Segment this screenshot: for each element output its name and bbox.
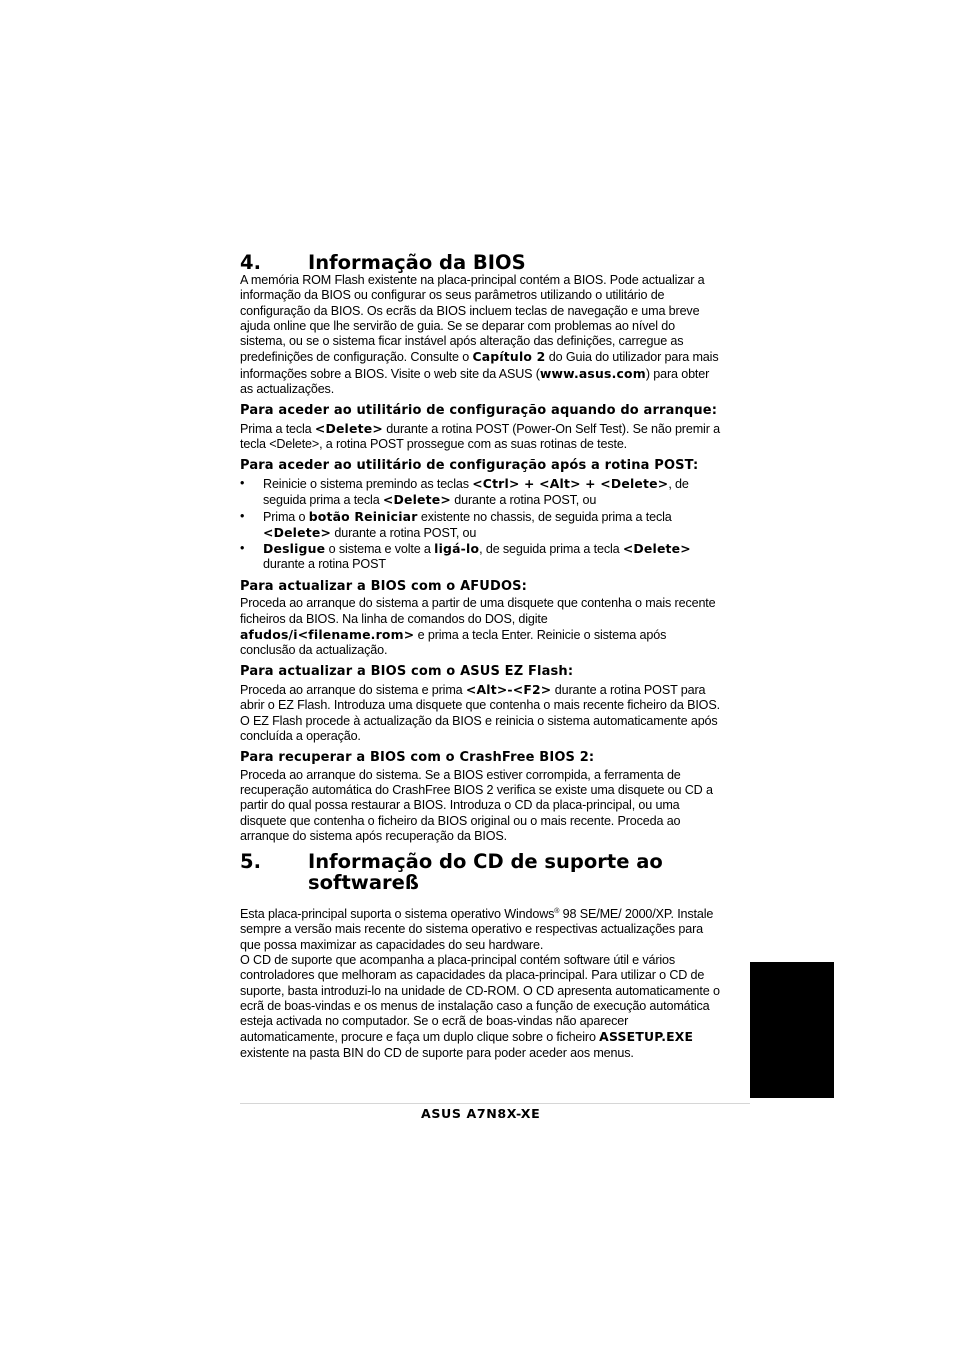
post-setup-heading: Para aceder ao utilitário de configuração após a rotina POST:: [240, 458, 699, 474]
registered-mark: ®: [554, 907, 560, 915]
list-item: [240, 509, 720, 542]
body-text: , de seguida prima a tecla: [263, 476, 689, 508]
key-combo: <Ctrl> + <Alt> + <Delete>: [472, 475, 669, 491]
afudos-heading: Para actualizar a BIOS com o AFUDOS:: [240, 578, 528, 594]
section-5-number: 5.: [240, 850, 261, 874]
body-text: durante a rotina POST: [263, 557, 386, 572]
crashfree-heading: Para recuperar a BIOS com o CrashFree BIOS 2:: [240, 750, 595, 766]
afudos-command: afudos/i<filename.rom>: [240, 626, 415, 642]
section-4-title: Informação da BIOS: [308, 251, 526, 274]
body-text: Proceda ao arranque do sistema a partir de uma disquete que contenha o mais recente ficheiros da BIOS. Na linha de comandos do DOS, digite: [240, 596, 716, 626]
body-text: durante a rotina POST (Power-On Self Test). Se não premir a tecla <Delete>, a rotina POST prossegue com as suas rotinas de teste.: [240, 421, 720, 452]
body-text: o sistema e volte a: [325, 542, 435, 557]
chapter-thumb-tab: [750, 962, 834, 1098]
key-delete: <Delete>: [263, 524, 332, 540]
post-setup-list: [240, 476, 720, 573]
section-4-intro: [240, 273, 720, 397]
footer-model-name: ASUS A7N8X-XE: [421, 1106, 541, 1121]
reset-button-label: botão Reiniciar: [308, 508, 418, 524]
page-content: [240, 252, 720, 1061]
intro-text: A memória ROM Flash existente na placa-principal contém a BIOS. Pode actualizar a informação da BIOS ou configurar os seus parâmetros utilizando o utilitário de configuração da BIOS. Os ecrãs da BIOS incluem teclas de navegação e uma breve ajuda online que lhe servirão de guia. Se se deparar com problemas ao nível do sistema, ou se o sistema ficar instável após alteração das definições, carregue as predefinições de configuração. Consulte o: [240, 273, 705, 365]
body-text: , de seguida prima a tecla: [479, 542, 623, 557]
emphasis: ligá-lo: [434, 541, 480, 557]
setup-filename: ASSETUP.EXE: [599, 1029, 694, 1045]
body-text: Prima a tecla: [240, 421, 315, 436]
section-5-title: Informação do CD de suporte ao softwareß: [308, 850, 663, 895]
afudos-text: [240, 596, 720, 658]
crashfree-text: Proceda ao arranque do sistema. Se a BIOS estiver corrompida, a ferramenta de recuperação automática do CrashFree BIOS 2 verifica se existe uma disquete ou CD a partir do qual possa restaurar a BIOS. Introduza o CD da placa-principal, ou uma disquete que contenha o ficheiro da BIOS original ou o mais recente. Proceda ao arranque do sistema após recuperação da BIOS.: [240, 767, 713, 843]
body-text: existente no chassis, de seguida prima a tecla: [417, 509, 672, 524]
list-item: [240, 541, 720, 573]
body-text: Reinicie o sistema premindo as teclas: [263, 476, 473, 491]
body-text: durante a rotina POST para abrir o EZ Flash. Introduza uma disquete que contenha o mais recente ficheiro da BIOS. O EZ Flash procede à actualização da BIOS e reinicia o sistema automaticamente após concluída a operação.: [240, 682, 720, 743]
emphasis: Desligue: [263, 541, 326, 557]
body-text: existente na pasta BIN do CD de suporte para poder aceder aos menus.: [240, 1045, 634, 1060]
boot-setup-text: [240, 421, 720, 453]
section-4-heading: [240, 252, 720, 273]
body-text: durante a rotina POST, ou: [331, 525, 477, 540]
key-combo: <Alt>-<F2>: [465, 681, 552, 697]
intro-text: ) para obter as actualizações.: [240, 366, 710, 397]
key-delete: <Delete>: [622, 541, 691, 557]
list-item: [240, 476, 720, 509]
bullet: •: [240, 508, 245, 523]
key-delete: <Delete>: [314, 420, 383, 436]
body-text: Proceda ao arranque do sistema e prima: [240, 682, 466, 697]
body-text: Esta placa-principal suporta o sistema operativo Windows: [240, 907, 555, 922]
bullet: •: [240, 541, 245, 556]
key-delete: <Delete>: [382, 492, 451, 508]
section-5-heading: [240, 851, 720, 893]
intro-text: do Guia do utilizador para mais informações sobre a BIOS. Visite o web site da ASUS (: [240, 350, 719, 381]
section-5-para-2: [240, 953, 720, 1061]
body-text: O CD de suporte que acompanha a placa-principal contém software útil e vários controladores que melhoram as capacidades da placa-principal. Para utilizar o CD de suporte, basta introduzi-lo na unidade de CD-ROM. O CD apresenta automaticamente o ecrã de boas-vindas e os menus de instalação caso a função de execução automática esteja activada no computador. Se o ecrã de boas-vindas não aparecer automaticamente, procure e faça um duplo clique sobre o ficheiro: [240, 953, 720, 1045]
ezflash-heading: Para actualizar a BIOS com o ASUS EZ Flash:: [240, 664, 574, 680]
body-text: Prima o: [263, 509, 309, 524]
ezflash-text: [240, 682, 720, 744]
asus-website-link[interactable]: www.asus.com: [539, 365, 646, 381]
boot-setup-heading: Para aceder ao utilitário de configuração aquando do arranque:: [240, 403, 718, 419]
footer-divider: [240, 1103, 750, 1104]
chapter-reference: Capítulo 2: [472, 349, 546, 365]
body-text: durante a rotina POST, ou: [450, 493, 597, 508]
bullet: •: [240, 475, 245, 490]
section-4-number: 4.: [240, 251, 261, 274]
body-text: e prima a tecla Enter. Reinicie o sistema após conclusão da actualização.: [240, 627, 667, 658]
body-text: 98 SE/ME/ 2000/XP. Instale sempre a versão mais recente do sistema operativo e respectivas actualizações para que possa maximizar as capacidades do seu hardware.: [240, 907, 714, 952]
section-5-para-1: [240, 907, 720, 953]
